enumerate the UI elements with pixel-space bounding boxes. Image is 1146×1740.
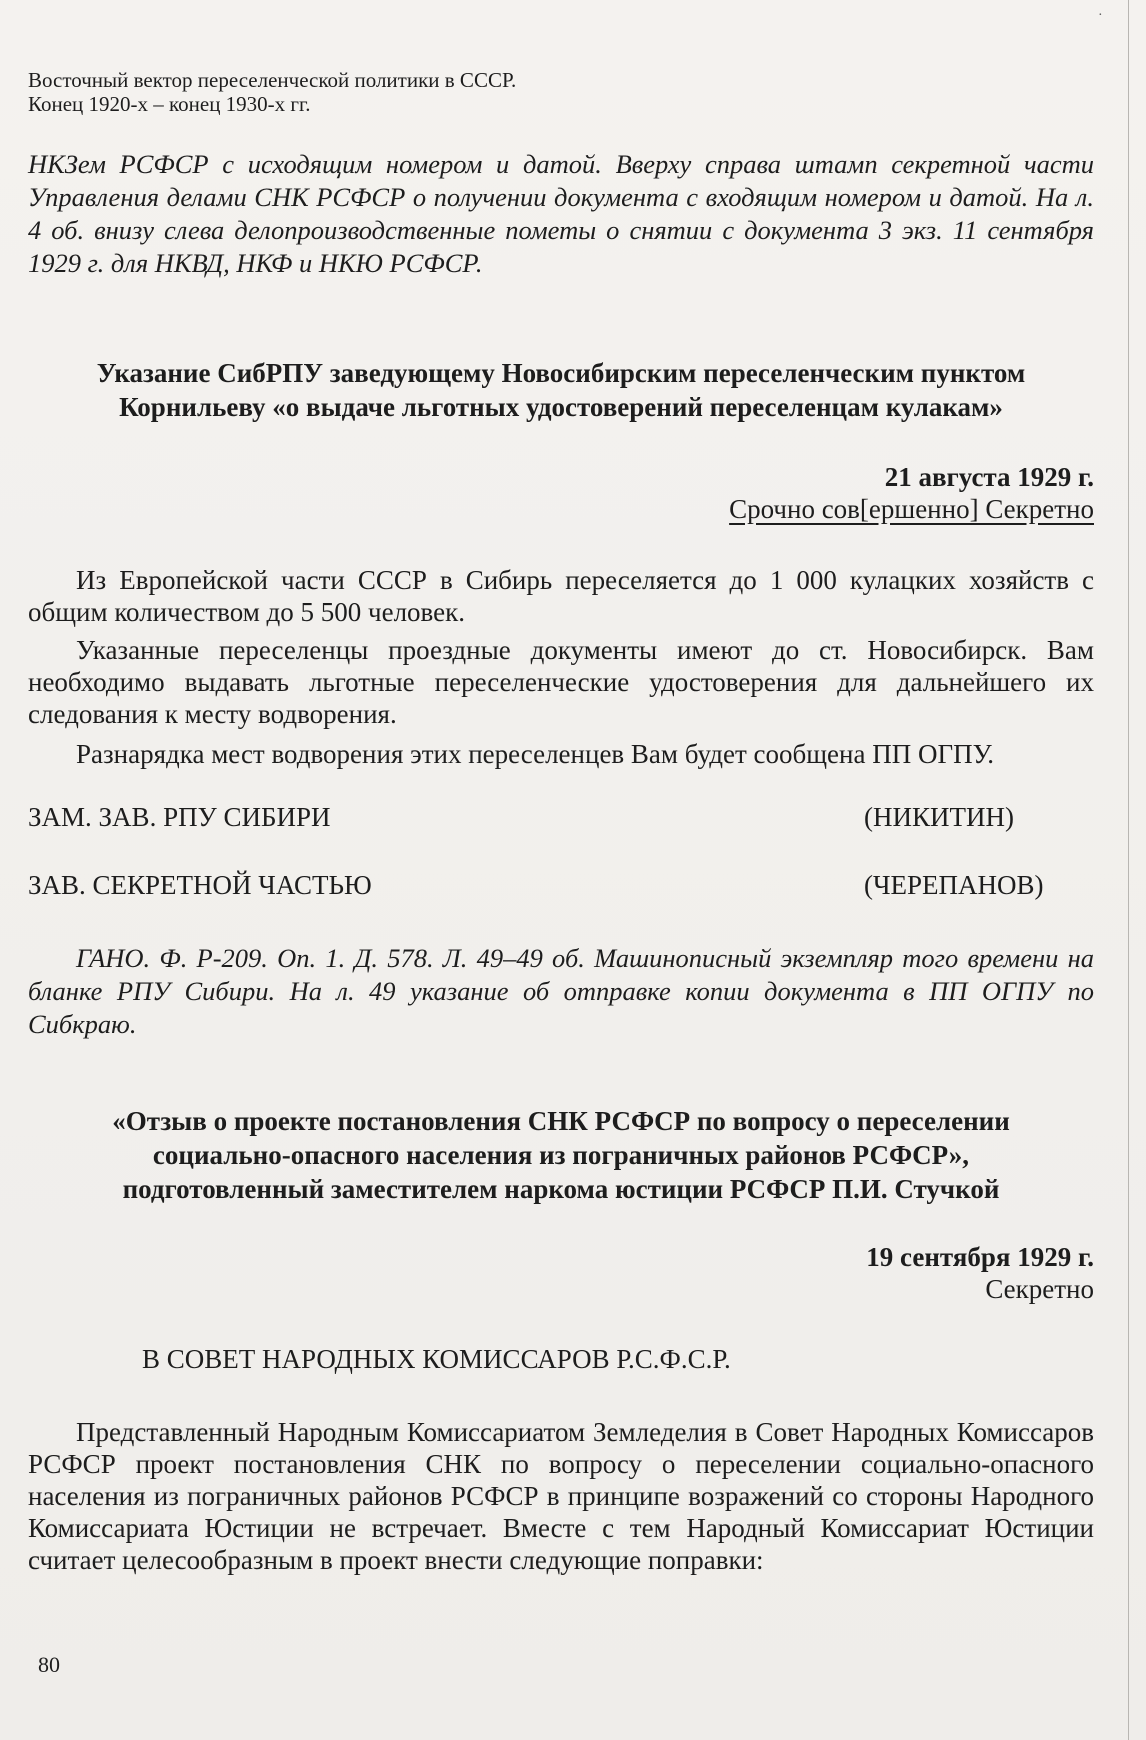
- page-edge: [1128, 0, 1129, 1740]
- signature-2-name: (ЧЕРЕПАНОВ): [864, 870, 1044, 900]
- document-2-title-line-2: социально-опасного населения из пограничных районов РСФСР»,: [152, 1140, 970, 1170]
- document-1-title-line-2: Корнильеву «о выдаче льготных удостоверений переселенцам кулакам»: [119, 392, 1003, 422]
- document-1-title-line-1: Указание СибРПУ заведующему Новосибирским переселенческим пунктом: [96, 358, 1026, 388]
- document-2-date: 19 сентября 1929 г.: [866, 1242, 1094, 1272]
- page-number: 80: [38, 1652, 60, 1677]
- running-header-line-1: Восточный вектор переселенческой политики в СССР.: [28, 68, 517, 92]
- document-1-classification: Срочно сов[ершенно] Секретно: [729, 494, 1094, 524]
- document-1-title: [28, 356, 1094, 424]
- signature-1-title: ЗАМ. ЗАВ. РПУ СИБИРИ: [28, 802, 331, 832]
- running-header: [28, 68, 516, 116]
- document-1-paragraph-3: Разнарядка мест водворения этих переселенцев Вам будет сообщена ПП ОГПУ.: [76, 739, 995, 769]
- document-2-title: [28, 1104, 1094, 1206]
- signature-1-name: (НИКИТИН): [864, 802, 1014, 832]
- document-1-paragraph-2: Указанные переселенцы проездные документы имеют до ст. Новосибирск. Вам необходимо выдавать льготные переселенческие удостоверения для дальнейшего их следования к месту водворения.: [28, 635, 1094, 729]
- document-1-date: 21 августа 1929 г.: [884, 462, 1094, 492]
- document-2-title-line-1: «Отзыв о проекте постановления СНК РСФСР по вопросу о переселении: [112, 1106, 1010, 1136]
- running-header-line-2: Конец 1920-х – конец 1930-х гг.: [28, 92, 311, 116]
- archival-source-1: ГАНО. Ф. Р-209. Оп. 1. Д. 578. Л. 49–49 об. Машинописный экземпляр того времени на бланке РПУ Сибири. На л. 49 указание об отправке копии документа в ПП ОГПУ по Сибкраю.: [28, 943, 1094, 1039]
- document-2-paragraph-1: Представленный Народным Комиссариатом Земледелия в Совет Народных Комиссаров РСФСР проект постановления СНК по вопросу о переселении социально-опасного населения из пограничных районов РСФСР в принципе возражений со стороны Народного Комиссариата Юстиции не встречает. Вместе с тем Народный Комиссариат Юстиции считает целесообразным в проект внести следующие поправки:: [28, 1417, 1094, 1575]
- signature-2-title: ЗАВ. СЕКРЕТНОЙ ЧАСТЬЮ: [28, 870, 372, 900]
- document-2-title-line-3: подготовленный заместителем наркома юстиции РСФСР П.И. Стучкой: [122, 1174, 1000, 1204]
- archival-note-1: НКЗем РСФСР с исходящим номером и датой. Вверху справа штамп секретной части Управления делами СНК РСФСР о получении документа с входящим номером и датой. На л. 4 об. внизу слева делопроизводственные пометы о снятии с документа 3 экз. 11 сентября 1929 г. для НКВД, НКФ и НКЮ РСФСР.: [28, 149, 1094, 278]
- document-1-paragraph-1: Из Европейской части СССР в Сибирь переселяется до 1 000 кулацких хозяйств с общим количеством до 5 500 человек.: [28, 565, 1094, 627]
- corner-mark: ·: [1098, 8, 1103, 23]
- document-2-classification: Секретно: [985, 1274, 1094, 1304]
- document-2-addressee: В СОВЕТ НАРОДНЫХ КОМИССАРОВ Р.С.Ф.С.Р.: [142, 1344, 731, 1374]
